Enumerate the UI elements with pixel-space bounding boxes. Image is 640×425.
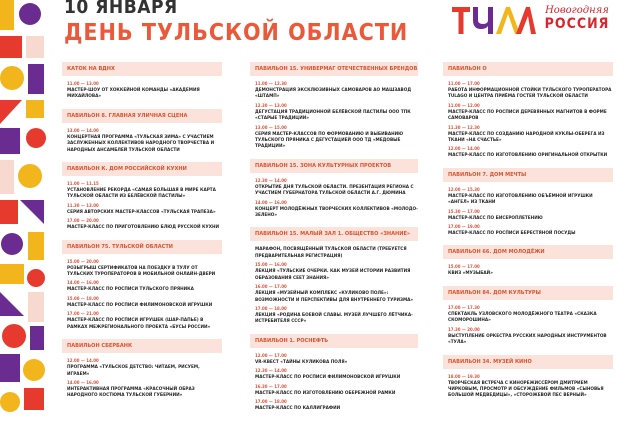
schedule-item [255, 285, 418, 304]
section-heading: ПАВИЛЬОН 8. ГЛАВНАЯ УЛИЧНАЯ СЦЕНА [62, 109, 222, 123]
section-body [250, 179, 418, 220]
event-description: МАСТЕР-ШОУ ОТ ХОККЕЙНОЙ КОМАНДЫ «АКАДЕМИЯ МИХАЙЛОВА» [67, 88, 200, 100]
event-time: 15.00 — 20.00 [67, 259, 99, 265]
event-time: 12.00 — 17.00 [255, 353, 287, 359]
event-description: КВИЗ «МУЗЫБАЙ» [448, 271, 493, 277]
section-body [250, 82, 418, 151]
event-time: 14.00 — 16.00 [255, 200, 287, 206]
tula-logo-icon [452, 6, 536, 36]
schedule-item [448, 306, 613, 325]
event-time: 12.00 — 14.00 [448, 147, 480, 153]
event-time: 17.30 — 20.00 [448, 327, 480, 333]
section-body [62, 182, 222, 232]
event-description: СЕРИЯ АВТОРСКИХ МАСТЕР-КЛАССОВ «ТУЛЬСКАЯ ТРАПЕЗА» [67, 209, 216, 215]
ornament-pattern-icon [0, 0, 48, 425]
schedule-item [67, 281, 222, 293]
section-heading: ПАВИЛЬОН О [443, 62, 613, 76]
schedule-item [255, 201, 418, 220]
section-body [250, 247, 418, 325]
event-description: МАСТЕР-КЛАСС ПО РОСПИСИ ТУЛЬСКОГО ПРЯНИКА [67, 287, 194, 293]
event-time: 17.00 — 20.00 [67, 219, 99, 225]
decorative-ornament-strip [0, 0, 48, 425]
event-description: ИНТЕРАКТИВНАЯ ПРОГРАММА «КРАСОЧНЫЙ ОБРАЗ НАРОДНОГО КОСТЮМА ТУЛЬСКОЙ ГУБЕРНИИ» [67, 386, 195, 399]
event-time: 11.30 — 13.00 [67, 203, 99, 209]
schedule-item [67, 359, 222, 378]
event-description: МАСТЕР-КЛАСС ПО РОСПИСИ ФИЛИМОНОВСКОЙ ИГРУШКИ [255, 375, 401, 381]
schedule-item [448, 328, 613, 347]
section-heading: КАТОК НА ВДНХ [62, 62, 222, 76]
event-description: РАБОТА ИНФОРМАЦИОННОЙ СТОЙКИ ТУЛЬСКОГО ТУРОПЕРАТОРА TULAGO И ЦЕНТРА ПРИЁМА ГОСТЕЙ ТУЛЬСКОЙ ОБЛАСТИ [448, 88, 612, 100]
section-heading: ПАВИЛЬОН 75. ТУЛЬСКОЙ ОБЛАСТИ [62, 240, 222, 254]
section-heading: ПАВИЛЬОН 15. ЗОНА КУЛЬТУРНЫХ ПРОЕКТОВ [250, 159, 418, 173]
event-description: МАСТЕР-КЛАСС ПО РОСПИСИ ФИЛИМОНОВСКОЙ ИГРУШКИ [67, 302, 213, 308]
event-description: УСТАНОВЛЕНИЕ РЕКОРДА «САМАЯ БОЛЬШАЯ В МИРЕ КАРТА ТУЛЬСКОЙ ОБЛАСТИ ИЗ БЕЛЁВСКОЙ ПАСТИЛЫ» [67, 188, 216, 200]
event-time: 11.00 — 11.15 [67, 182, 99, 188]
section-body [62, 359, 222, 400]
section-body [443, 306, 613, 347]
schedule-item [67, 82, 222, 101]
schedule-item [255, 354, 418, 366]
schedule-item [67, 204, 222, 216]
schedule-item [448, 210, 613, 222]
novogodnyaya-rossiya-logo [542, 6, 612, 31]
schedule-item [448, 126, 613, 145]
event-description: МАСТЕР-КЛАСС ПО РОСПИСИ ИГРУШЕК (ШАР-ПАПЬЕ) В РАМКАХ МЕЖРЕГИОНАЛЬНОГО ПРОЕКТА «БУСЫ РОССИИ» [67, 318, 211, 330]
page-title: ДЕНЬ ТУЛЬСКОЙ ОБЛАСТИ [64, 20, 409, 46]
event-description: ОТКРЫТИЕ ДНЯ ТУЛЬСКОЙ ОБЛАСТИ. ПРЕЗЕНТАЦИЯ РЕГИОНА С УЧАСТИЕМ ГУБЕРНАТОРА ТУЛЬСКОЙ ОБЛАСТИ А.Г. ДЮМИНА [255, 184, 414, 197]
event-time: 12.00 — 15.30 [448, 187, 480, 193]
schedule-column [443, 62, 613, 408]
schedule-item [67, 219, 222, 231]
event-description: МАСТЕР-КЛАСС ПО ИЗГОТОВЛЕНИЮ ОРИГИНАЛЬНОЙ ОТКРЫТКИ [448, 153, 608, 159]
schedule-item [255, 247, 418, 260]
section-heading: ПАВИЛЬОН 84. ДОМ КУЛЬТУРЫ [443, 286, 613, 300]
event-time: 12.30 — 13.00 [255, 103, 287, 109]
event-date: 10 ЯНВАРЯ [64, 0, 178, 18]
schedule-item [255, 369, 418, 381]
event-description: ЛЕКЦИЯ «РОДИНА БОЕВОЙ СЛАВЫ. МУЗЕЙ ЛУЧШЕГО ЛЁТЧИКА-ИСТРЕБИТЕЛЯ СССР» [255, 312, 413, 325]
event-description: МАРАФОН, ПОСВЯЩЁННЫЙ ТУЛЬСКОЙ ОБЛАСТИ (ТРЕБУЕТСЯ ПРЕДВАРИТЕЛЬНАЯ РЕГИСТРАЦИЯ) [255, 247, 407, 259]
event-description: ТВОРЧЕСКАЯ ВСТРЕЧА С КИНОРЕЖИССЁРОМ ДМИТРИЕМ ЧИРКОВЫМ, ПРОСМОТР И ОБСУЖДЕНИЕ ФИЛЬМОВ «СЫНОВЬЯ БОЛЬШОЙ МЕДВЕДИЦЫ», «СТОРОЖЕВОЙ ПЕС ВЕРНЫЙ» [448, 380, 604, 399]
schedule-item [67, 297, 222, 309]
section-body [443, 82, 613, 160]
schedule-item [67, 381, 222, 400]
event-time: 17.00 — 18.00 [255, 399, 287, 405]
schedule-item [255, 82, 418, 101]
event-time: 15.30 — 17.00 [448, 209, 480, 215]
event-time: 11.00 — 13.00 [67, 82, 99, 87]
event-time: 12.30 — 14.00 [255, 369, 287, 375]
event-description: ПРОГРАММА «ТУЛЬСКОЕ ДЕТСТВО: ЧИТАЕМ, РИСУЕМ, ИГРАЕМ» [67, 365, 200, 377]
section-heading: ПАВИЛЬОН 7. ДОМ МЕЧТЫ [443, 168, 613, 182]
event-description: КОНЦЕРТНАЯ ПРОГРАММА «ТУЛЬСКАЯ ЗИМА» С УЧАСТИЕМ ЗАСЛУЖЕННЫХ КОЛЛЕКТИВОВ НАРОДНОГО ТВОРЧЕСТВА И НАРОДНЫХ АНСАМБЛЕЙ ТУЛЬСКОЙ ОБЛАСТИ [67, 134, 215, 153]
event-time: 14.00 — 16.00 [67, 281, 99, 287]
schedule-item [448, 82, 613, 101]
schedule-item [255, 400, 418, 412]
event-time: 13.00 — 15.00 [255, 125, 287, 131]
event-time: 11.00 — 12.00 [448, 103, 480, 109]
event-time: 17.00 — 21.00 [67, 312, 99, 318]
section-heading: ПАВИЛЬОН 15. МАЛЫЙ ЗАЛ 1. ОБЩЕСТВО «ЗНАНИЕ» [250, 227, 418, 241]
schedule-item [448, 375, 613, 400]
schedule-item [255, 179, 418, 198]
event-description: КОНЦЕРТ МОЛОДЁЖНЫХ ТВОРЧЕСКИХ КОЛЛЕКТИВОВ «МОЛОДО-ЗЕЛЕНО» [255, 206, 418, 219]
section-body [443, 265, 613, 277]
event-description: ЛЕКЦИЯ «МУЗЕЙНЫЙ КОМПЛЕКС «КУЛИКОВО ПОЛЕ»: ВОЗМОЖНОСТИ И ПЕРСПЕКТИВЫ ДЛЯ ВНУТРЕННЕГО ТУРИЗМА» [255, 291, 414, 303]
schedule-item [448, 265, 613, 277]
schedule-item [67, 129, 222, 154]
section-body [443, 188, 613, 238]
section-heading: ПАВИЛЬОН СБЕРБАНК [62, 339, 222, 353]
event-description: МАСТЕР-КЛАСС ПО СОЗДАНИЮ НАРОДНОЙ КУКЛЫ-ОБЕРЕГА ИЗ ТКАНИ «НА СЧАСТЬЕ» [448, 131, 605, 144]
event-time: 17.00 — 18.00 [255, 306, 287, 312]
schedule-item [67, 312, 222, 331]
event-description: РОЗЫГРЫШ СЕРТИФИКАТОВ НА ПОЕЗДКУ В ТУЛУ ОТ ТУЛЬСКИХ ТУРОПЕРАТОРОВ В МОБИЛЬНОЙ ОНЛАЙН-ДВЕРИ [67, 265, 216, 278]
schedule-item [255, 385, 418, 397]
schedule-item [448, 188, 613, 207]
event-time: 12.30 — 14.00 [255, 178, 287, 184]
event-description: МАСТЕР-КЛАСС ПО ПРИГОТОВЛЕНИЮ БЛЮД РУССКОЙ КУХНИ [67, 225, 220, 231]
schedule-item [67, 182, 222, 201]
schedule-item [448, 104, 613, 123]
event-description: ДЕМОНСТРАЦИЯ ЭКСКЛЮЗИВНЫХ САМОВАРОВ АО МАШЗАВОД «ШТАМП» [255, 88, 412, 100]
event-description: ВЫСТУПЛЕНИЕ ОРКЕСТРА РУССКИХ НАРОДНЫХ ИНСТРУМЕНТОВ «ТУЛА» [448, 333, 607, 346]
event-time: 14.00 — 16.00 [67, 380, 99, 386]
event-time: 17.00 — 17.30 [448, 305, 480, 311]
event-description: ЛЕКЦИЯ «ТУЛЬСКИЕ ОЧЕРКИ. КАК МУЗЕЙ ИСТОРИИ РАЗВИТИЯ ОБРАЗОВАНИЯ СЕЕТ ЗНАНИЯ» [255, 269, 411, 281]
event-time: 16.30 — 17.00 [255, 384, 287, 390]
section-heading: ПАВИЛЬОН 34. МУЗЕЙ КИНО [443, 355, 613, 369]
event-time: 15.00 — 17.00 [448, 265, 480, 271]
event-time: 13.00 — 14.00 [67, 128, 99, 134]
section-heading: ПАВИЛЬОН 15. УНИВЕРМАГ ОТЕЧЕСТВЕННЫХ БРЕНДОВ [250, 62, 418, 76]
event-description: МАСТЕР-КЛАСС ПО РОСПИСИ БЕРЕСТЯНОЙ ПОСУДЫ [448, 231, 576, 237]
section-body [443, 375, 613, 400]
section-body [62, 82, 222, 101]
section-heading: ПАВИЛЬОН К. ДОМ РОССИЙСКОЙ КУХНИ [62, 162, 222, 176]
schedule-column [62, 62, 222, 408]
event-description: СЕРИЯ МАСТЕР-КЛАССОВ ПО ФОРМОВАНИЮ И ВЫБИВАНИЮ ТУЛЬСКОГО ПРЯНИКА С ДЕГУСТАЦИЕЙ ООО ТД «МЕДОВЫЕ ТРАДИЦИИ» [255, 131, 404, 150]
section-body [250, 354, 418, 413]
event-time: 11.00 — 12.30 [255, 82, 287, 87]
event-description: СПЕКТАКЛЬ УЗЛОВСКОГО МОЛОДЁЖНОГО ТЕАТРА «СКАЗКА СКОМОРОШИНА» [448, 311, 597, 324]
schedule-item [255, 263, 418, 282]
brand-line-1: Новогодняя [545, 5, 609, 16]
event-time: 15.00 — 16.00 [255, 263, 287, 269]
section-heading: ПАВИЛЬОН 66. ДОМ МОЛОДЁЖИ [443, 245, 613, 259]
event-description: VR-КВЕСТ «ТАЙНЫ КУЛИКОВА ПОЛЯ» [255, 359, 348, 365]
schedule-item [255, 126, 418, 151]
section-body [62, 260, 222, 331]
event-description: МАСТЕР-КЛАСС ПО РОСПИСИ ДЕРЕВЯННЫХ МАГНИТОВ В ФОРМЕ САМОВАРОВ [448, 109, 607, 122]
brand-line-2: РОССИЯ [544, 16, 610, 32]
event-time: 17.00 — 19.00 [448, 225, 480, 231]
event-description: МАСТЕР-КЛАСС ПО ИЗГОТОВЛЕНИЮ ОБЕРЕЖНОЙ РАМКИ [255, 390, 396, 396]
event-description: МАСТЕР-КЛАСС ПО КАЛЛИГРАФИИ [255, 405, 341, 411]
event-time: 15.00 — 18.00 [67, 296, 99, 302]
schedule-column [250, 62, 418, 420]
event-description: ДЕГУСТАЦИЯ ТРАДИЦИОННОЙ БЕЛЁВСКОЙ ПАСТИЛЫ ООО ТПК «СТАРЫЕ ТРАДИЦИИ» [255, 109, 411, 122]
event-time: 11.30 — 12.30 [448, 125, 480, 131]
section-heading: ПАВИЛЬОН 1. РОСНЕФТЬ [250, 334, 418, 348]
schedule-item [255, 104, 418, 123]
event-description: МАСТЕР-КЛАСС ПО БИСЕРОПЛЕТЕНИЮ [448, 215, 543, 221]
event-time: 18.00 — 19.30 [448, 374, 480, 380]
schedule-item [67, 260, 222, 279]
schedule-item [448, 147, 613, 159]
schedule-item [448, 225, 613, 237]
event-time: 12.00 — 14.00 [67, 359, 99, 365]
event-description: МАСТЕР-КЛАСС ПО ИЗГОТОВЛЕНИЮ ОБЪЁМНОЙ ИГРУШКИ «АНГЕЛ» ИЗ ТКАНИ [448, 193, 593, 206]
tula-logo [452, 6, 536, 36]
section-body [62, 129, 222, 154]
schedule-item [255, 307, 418, 326]
event-time: 11.00 — 17.00 [448, 82, 480, 87]
event-time: 16.00 — 17.00 [255, 285, 287, 291]
